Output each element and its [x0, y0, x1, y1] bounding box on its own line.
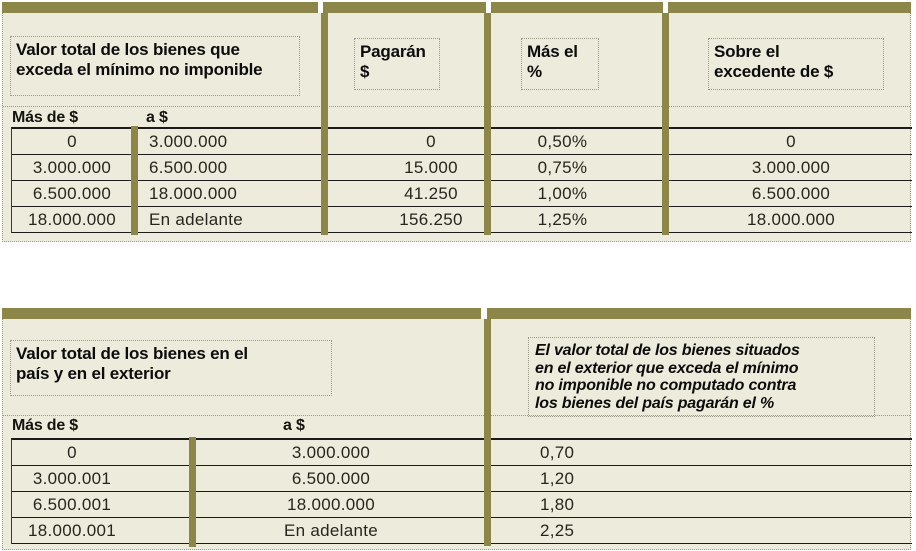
cell-from	[12, 469, 190, 489]
top-bar-gap	[663, 2, 668, 13]
header-line: Más el	[527, 42, 578, 61]
dotted-separator	[3, 415, 910, 416]
header-line: $	[360, 62, 370, 81]
header-line: Sobre el	[714, 42, 780, 61]
header-line: %	[527, 62, 542, 81]
table-row	[12, 129, 912, 155]
column-divider-bar	[321, 13, 328, 235]
header-line: Pagarán	[360, 42, 426, 61]
top-bar-gap	[486, 2, 491, 13]
cell-to: 6.500.000	[149, 157, 228, 177]
table-row	[12, 518, 912, 544]
cell-mas-el: 1,00%	[537, 183, 588, 203]
table-row	[12, 155, 912, 181]
cell-from	[12, 521, 190, 541]
header-line: no imponible no computado contra	[535, 377, 797, 394]
column-header-valor-total-pais-exterior	[10, 340, 332, 396]
cell-porcentaje: 1,20	[540, 468, 575, 488]
column-header-mas-el-pct	[521, 38, 599, 90]
cell-from-value: 18.000.001	[27, 520, 117, 540]
header-line: Valor total de los bienes en el	[16, 344, 248, 363]
dotted-separator	[3, 106, 910, 107]
header-line: El valor total de los bienes situados	[535, 342, 800, 359]
header-line: país y en el exterior	[16, 364, 171, 383]
table-row	[12, 440, 912, 466]
cell-pagaran: 15.000	[404, 157, 458, 177]
subheader-mas-de: Más de $	[12, 417, 78, 434]
cell-from-value: 0	[67, 442, 77, 462]
cell-from: 0	[67, 131, 77, 151]
cell-sobre-excedente: 3.000.000	[751, 157, 831, 177]
table-row	[12, 181, 912, 207]
column-divider-bar	[484, 319, 491, 546]
table-bienes-pais-exterior	[2, 308, 911, 550]
table-row	[12, 492, 912, 518]
cell-porcentaje: 2,25	[540, 520, 575, 540]
cell-porcentaje: 0,70	[540, 442, 575, 462]
subheader-mas-de: Más de $	[12, 109, 78, 126]
cell-from-value: 6.500.001	[32, 494, 112, 514]
column-divider-bar	[484, 13, 491, 235]
cell-mas-el: 1,25%	[537, 209, 588, 229]
cell-from	[12, 443, 190, 463]
cell-from: 18.000.000	[27, 209, 117, 229]
cell-to: En adelante	[283, 520, 379, 540]
cell-sobre-excedente: 0	[786, 131, 796, 151]
top-bar-gap	[481, 308, 487, 319]
column-divider-bar	[662, 13, 669, 235]
cell-porcentaje: 1,80	[540, 494, 575, 514]
header-line: Valor total de los bienes que	[16, 40, 240, 59]
cell-to: 3.000.000	[149, 131, 228, 151]
cell-sobre-excedente: 6.500.000	[751, 183, 831, 203]
cell-from-value: 3.000.001	[32, 468, 112, 488]
cell-to: 18.000.000	[286, 494, 376, 514]
table-row	[12, 207, 912, 233]
cell-pagaran: 156.250	[399, 209, 463, 229]
cell-from	[12, 495, 190, 515]
column-header-bienes-exterior	[528, 337, 875, 417]
data-grid	[11, 127, 912, 233]
olive-top-bar	[2, 308, 911, 319]
cell-sobre-excedente: 18.000.000	[746, 209, 836, 229]
table-row	[12, 466, 912, 492]
header-line: en el exterior que exceda el mínimo	[535, 359, 799, 377]
column-header-valor-total	[10, 36, 300, 96]
header-line: exceda el mínimo no imponible	[16, 60, 263, 79]
header-line: excedente de $	[714, 62, 834, 81]
subheader-a: a $	[283, 417, 305, 434]
top-bar-gap	[318, 2, 323, 13]
cell-to: 18.000.000	[149, 183, 238, 203]
data-grid	[11, 438, 912, 544]
cell-mas-el: 0,75%	[537, 157, 588, 177]
cell-from: 3.000.000	[32, 157, 112, 177]
header-line: los bienes del país pagarán el %	[535, 394, 775, 412]
cell-pagaran: 0	[426, 131, 436, 151]
cell-pagaran: 41.250	[404, 183, 458, 203]
column-header-sobre-excedente	[708, 38, 884, 90]
subcolumn-divider-bar	[189, 437, 196, 547]
cell-to: 3.000.000	[291, 442, 371, 462]
cell-mas-el: 0,50%	[537, 131, 588, 151]
subheader-a: a $	[146, 109, 168, 126]
cell-from: 6.500.000	[32, 183, 112, 203]
column-header-pagaran	[354, 38, 440, 90]
cell-to: En adelante	[149, 209, 244, 229]
subcolumn-divider-bar	[131, 126, 138, 235]
table-bienes-minimo-no-imponible	[2, 2, 911, 242]
cell-to: 6.500.000	[291, 468, 371, 488]
olive-top-bar	[2, 2, 911, 13]
